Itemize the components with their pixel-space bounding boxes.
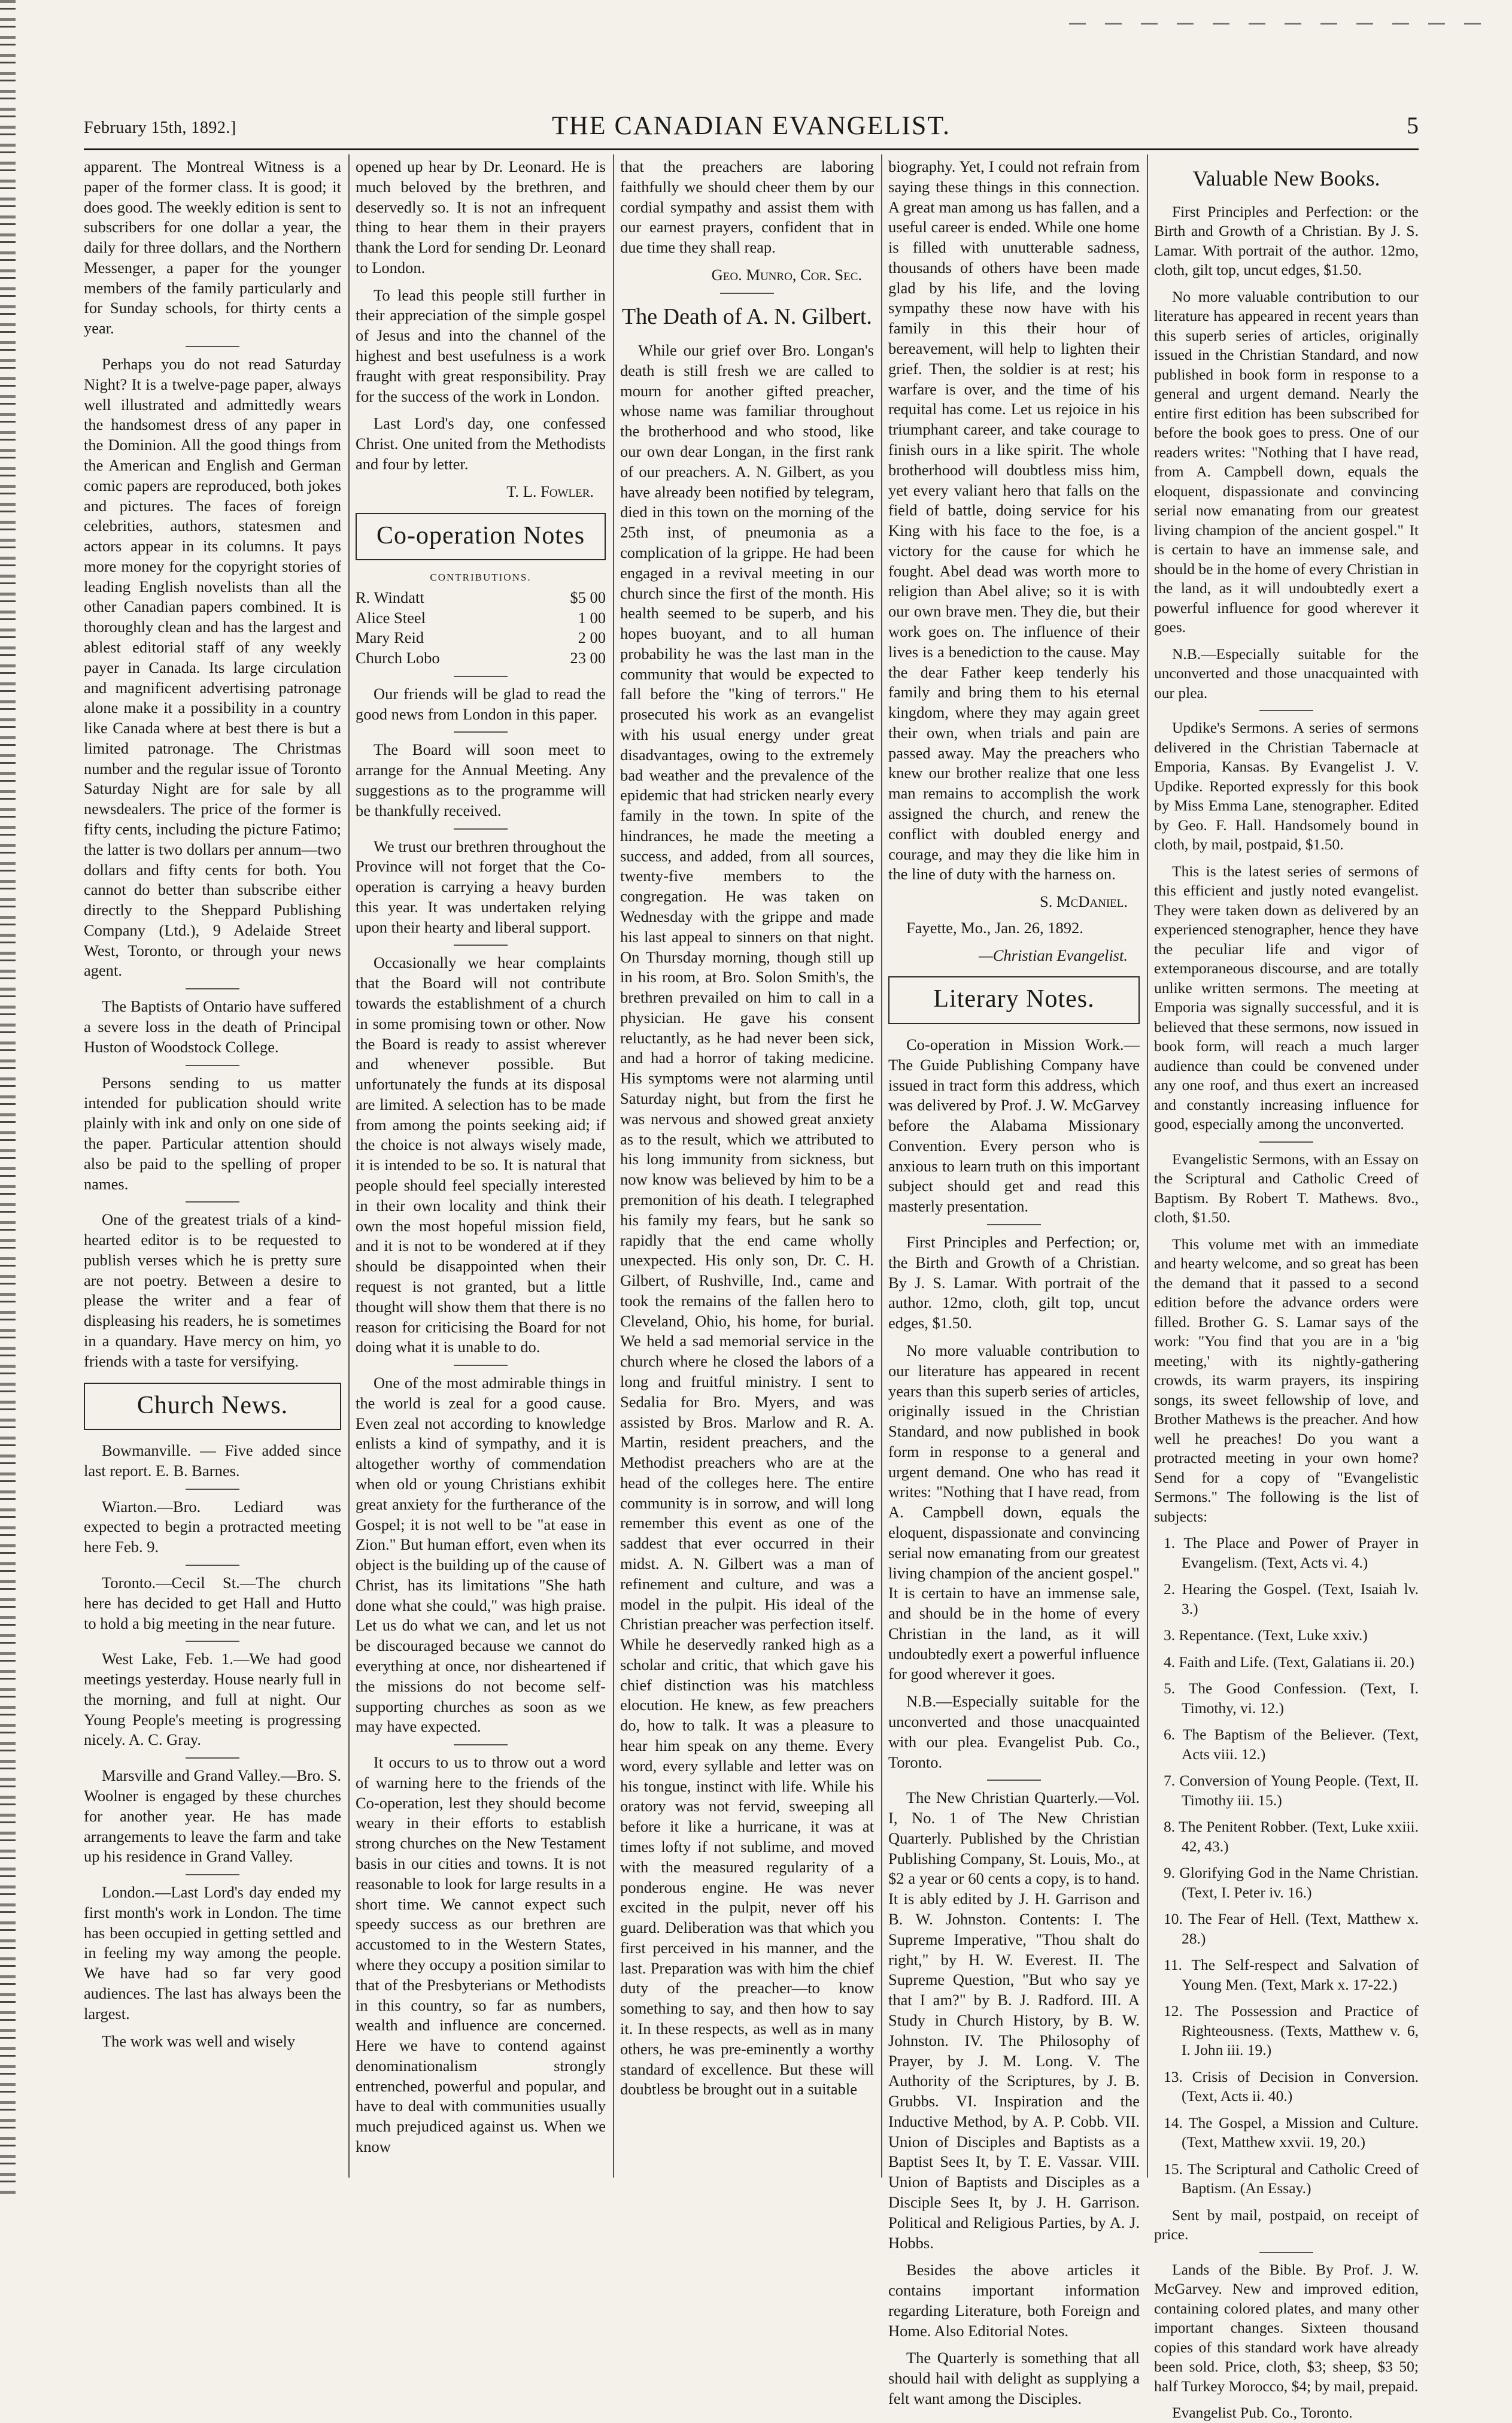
paragraph: that the preachers are laboring faithfully we should cheer them by our cordial sympathy and assist them with our earnest prayers, confident that in due time they shall reap. — [620, 157, 874, 257]
news-item: Wiarton.—Bro. Lediard was expected to begin a protracted meeting here Feb. 9. — [84, 1497, 341, 1556]
divider — [186, 1489, 239, 1490]
paragraph: This volume met with an immediate and hearty welcome, and so great has been the demand that it passed to a second edition before the advance orders were filled. Brother G. S. Lamar says of the work: "You find that you are in a 'big meeting,' with its nightly-gathering crowds, its warm prayers, its inspiring songs, its sweet fellowship of love, and Brother Mathews is the preacher. And how well he preaches! Do you want a protracted meeting in your own home? Send for a copy of "Evangelistic Sermons." The following is the list of subjects: — [1154, 1235, 1419, 1525]
list-item: 11. The Self-respect and Salvation of Young Men. (Text, Mark x. 17-22.) — [1164, 1956, 1419, 1993]
list-item: 7. Conversion of Young People. (Text, II. Timothy iii. 15.) — [1164, 1772, 1419, 1809]
divider — [720, 293, 774, 294]
paragraph: opened up hear by Dr. Leonard. He is much beloved by the brethren, and deservedly so. It is not an infrequent thing to hear them in their prayers thank the Lord for sending Dr. Leonard to London. — [356, 157, 606, 277]
column-divider — [881, 154, 882, 2178]
news-item: Toronto.—Cecil St.—The church here has decided to get Hall and Hutto to hold a big meeting in the near future. — [84, 1573, 341, 1632]
column-4 — [888, 157, 1140, 2408]
paragraph: No more valuable contribution to our literature has appeared in recent years than this superb series of articles, originally issued in the Christian Standard, and now published in book form in response to a general and urgent demand. Nearly the entire first edition has been subscribed for before the book goes to press. One of our readers writes: "Nothing that I have read, from A. Campbell down, equals the eloquent, dispassionate and convincing serial now emanating from our greatest living champion of the ancient gospel." It is certain to have an immense sale, and should be in the home of every Christian in the land, as it will undoubtedly exert a powerful influence for good wherever it goes. — [1154, 287, 1419, 636]
divider — [186, 988, 239, 989]
list-item: 4. Faith and Life. (Text, Galatians ii. 20.) — [1164, 1653, 1414, 1671]
column-2 — [356, 157, 606, 2180]
list-item: 15. The Scriptural and Catholic Creed of Baptism. (An Essay.) — [1164, 2160, 1419, 2197]
divider — [454, 731, 508, 733]
paragraph: The Baptists of Ontario have suffered a severe loss in the death of Principal Huston of Woodstock College. — [84, 997, 341, 1056]
column-divider — [1147, 154, 1148, 2178]
divider — [454, 828, 508, 830]
list-item: 9. Glorifying God in the Name Christian. (Text, I. Peter iv. 16.) — [1164, 1864, 1419, 1901]
contributor-name: Church Lobo — [356, 649, 440, 667]
list-item: 2. Hearing the Gospel. (Text, Isaiah lv. 3.) — [1164, 1580, 1419, 1617]
column-1 — [84, 157, 341, 2180]
page-number: 5 — [1407, 112, 1419, 139]
news-item: Bowmanville. — Five added since last report. E. B. Barnes. — [84, 1441, 341, 1480]
divider — [987, 1780, 1041, 1781]
divider — [1259, 2252, 1313, 2253]
church-news-heading: Church News. — [84, 1383, 341, 1431]
news-item: Marsville and Grand Valley.—Bro. S. Woolner is engaged by these churches for another year. He has made arrangements to leave the farm and take up his residence in Grand Valley. — [84, 1766, 341, 1866]
list-item: 13. Crisis of Decision in Conversion. (Text, Acts ii. 40.) — [1164, 2067, 1419, 2105]
paragraph: Persons sending to us matter intended for publication should write plainly with ink and only on one side of the paper. Particular attention should also be paid to the spelling of proper names. — [84, 1073, 341, 1193]
column-divider — [613, 154, 614, 2178]
paragraph: The Quarterly is something that all should hail with delight as supplying a felt want among the Disciples. — [888, 2349, 1140, 2408]
paragraph: apparent. The Montreal Witness is a paper of the former class. It is good; it does good. The weekly edition is sent to subscribers for one dollar a year, the daily for three dollars, and the Northern Messenger, a paper for the younger members of the family particularly and for Sunday schools, for thirty cents a year. — [84, 157, 341, 338]
divider — [186, 1874, 239, 1875]
divider — [454, 1744, 508, 1745]
contribution-row — [356, 588, 606, 608]
news-item: The work was well and wisely — [102, 2032, 296, 2050]
contributor-name: Mary Reid — [356, 628, 424, 647]
divider — [454, 945, 508, 946]
paragraph: First Principles and Perfection: or the Birth and Growth of a Christian. By J. S. Lamar. With portrait of the author. 12mo, cloth, gilt top, uncut edges, $1.50. — [1154, 202, 1419, 279]
divider — [454, 1365, 508, 1366]
paragraph: One of the most admirable things in the world is zeal for a good cause. Even zeal not according to knowledge enlists a kind of sympathy, and it is altogether worthy of commendation when old or young Christians exhibit great anxiety for the furtherance of the Gospel; it is not well to be "at ease in Zion." But human effort, even when its object is the building up of the cause of Christ, has its limitations "She hath done what she could," was high praise. Let us do what we can, and let us not be discouraged because we cannot do everything at once, nor disheartened if the missions do not become self-supporting churches as soon as we may have expected. — [356, 1374, 606, 1736]
dateline: Fayette, Mo., Jan. 26, 1892. — [906, 918, 1083, 937]
paragraph: First Principles and Perfection; or, the Birth and Growth of a Christian. By J. S. Lamar. With portrait of the author. 12mo, cloth, gilt top, uncut edges, $1.50. — [888, 1233, 1140, 1332]
death-of-gilbert-heading: The Death of A. N. Gilbert. — [622, 303, 872, 329]
divider — [454, 676, 508, 677]
contribution-row — [356, 628, 606, 648]
paragraph: N.B.—Especially suitable for the unconverted and those unacquainted with our plea. — [1154, 645, 1419, 702]
contributor-name: Alice Steel — [356, 608, 426, 627]
list-item: 14. The Gospel, a Mission and Culture. (Text, Matthew xxvii. 19, 20.) — [1164, 2114, 1419, 2151]
divider — [186, 1201, 239, 1203]
paragraph: N.B.—Especially suitable for the unconverted and those unacquainted with our plea. Evangelist Pub. Co., Toronto. — [888, 1692, 1140, 1771]
paragraph: Lands of the Bible. By Prof. J. W. McGarvey. New and improved edition, containing colored plates, and many other important changes. Sixteen thousand copies of this standard work have already been sold. Price, cloth, $3; sheep, $3 50; half Turkey Morocco, $4; by mail, prepaid. — [1154, 2260, 1419, 2395]
paragraph: biography. Yet, I could not refrain from saying these things in this connection. A great man among us has fallen, and a useful career is ended. While one home is filled with unutterable sadness, thousands of others have been made glad by his life, and the loving sympathy these now have with his family in this their hour of bereavement, will help to lighten their grief. Then, the soldier is at rest; his warfare is over, and the time of his requital has come. Let us rejoice in his triumphant career, and take courage to finish ours in a like spirit. The whole brotherhood will doubtless miss him, yet every valiant hero that falls on the field of battle, doing service for his King with his face to the foe, is a victory for the cause for which he fought. Abel dead was worth more to religion than Abel alive; so it is with our own brave men. They die, but their work goes on. The influence of their lives is a benediction to the cause. May the dear Father keep tenderly his family and bring them to his eternal kingdom, where they may again greet their own, when trials and pain are passed away. May the preachers who knew our brother realize that one less man remains to accomplish the work assigned the church, and renew the conflict with doubled energy and courage, and may they die like him in the line of duty with the harness on. — [888, 157, 1140, 883]
paragraph: Occasionally we hear complaints that the Board will not contribute towards the establishment of a church in some promising town or other. Now the Board is ready to assist wherever and whenever possible. But unfortunately the funds at its disposal are limited. A selection has to be made from among the points seeking aid; if the choice is not always wisely made, it is intended to be so. It is natural that people should feel specially interested in their own locality and think their own the most hopeful mission field, and it is not to be wondered at if they should be disappointed when their request is not granted, but a little thought will show them that there is no reason for criticising the Board for not doing what it is unable to do. — [356, 954, 606, 1356]
list-item: 10. The Fear of Hell. (Text, Matthew x. 28.) — [1164, 1910, 1419, 1947]
paragraph: Co-operation in Mission Work.—The Guide Publishing Company have issued in tract form this address, which was delivered by Prof. J. W. McGarvey before the Alabama Missionary Convention. Every person who is anxious to learn truth on this important subject should get and read this masterly presentation. — [888, 1036, 1140, 1216]
contribution-amount: 23 00 — [570, 649, 606, 667]
subjects-list — [1154, 1534, 1419, 2199]
header-rule — [84, 148, 1419, 150]
paragraph: While our grief over Bro. Longan's death is still fresh we are called to mourn for another gifted preacher, whose name was familiar throughout the brotherhood and who stood, like our own dear Longan, in the first rank of our preachers. A. N. Gilbert, as you have already been notified by telegram, died in this town on the morning of the 25th inst, of pneumonia as a complication of la grippe. He had been engaged in a revival meeting in our church since the first of the month. His health seemed to be superb, and his hopes buoyant, and to all human probability he was the last man in the community that would be expected to fall before the "king of terrors." He prosecuted his work as an evangelist with his usual energy under great disadvantages, owing to the extremely bad weather and the prevalence of the epidemic that had stricken nearly every family in the town. In spite of the hindrances, he made the meeting a success, and added, from all sources, twenty-five members to the congregation. He was taken on Wednesday with the grippe and made his last appeal to sinners on that night. On Thursday morning, though still up in his room, at Bro. Solon Smith's, the brethren prevailed on him to call in a physician. He gave his consent reluctantly, as he had never been sick, and had a horror of taking medicine. His symptoms were not alarming until Saturday night, but from the first he was nervous and showed great anxiety as to the result, which we attributed to his long immunity from sickness, but now know was believed by him to be a premonition of his death. I telegraphed his family my fears, but he sank so rapidly that the end came wholly unexpected. His only son, Dr. C. H. Gilbert, of Rushville, Ind., came and took the remains of the fallen hero to Cleveland, Ohio, his home, for burial. We held a sad memorial service in the church where he closed the labors of a long and fruitful ministry. I sent to Sedalia for Bro. Myers, and was assisted by Bros. Marlow and R. A. Martin, resident preachers, and the Methodist preachers who are at the head of the colleges here. The entire community is in sorrow, and will long remember this event as one of the saddest that ever occurred in their midst. A. N. Gilbert was a man of refinement and culture, and was a model in the pulpit. His ideal of the Christian preacher was perfection itself. While he deservedly ranked high as a scholar and critic, that which gave his chief distinction was his matchless elocution. He knew, as few preachers do, how to talk. It was a pleasure to hear him speak on any theme. Every word, every syllable and letter was on his tongue, instinct with life. While his oratory was not fervid, sweeping all before it like a hurricane, it was at times lofty if not sublime, and moved with the measured regularity of a ponderous engine. He was never excited in the pulpit, never off his guard. Deliberation was that which you first perceived in his manner, and the last. Preparation was with him the chief duty of the preacher—to know something to say, and then how to say it. In these respects, as well as in many others, he was pre-eminently a worthy standard of excellence. But these will doubtless be brought out in a suitable — [620, 341, 874, 2099]
divider — [186, 346, 239, 347]
paragraph: One of the greatest trials of a kind-hearted editor is to be requested to publish verses which he is pretty sure are not poetry. Between a desire to please the writer and a fear of displeasing his readers, he is sometimes in a quandary. Have mercy on him, yo friends with a taste for versifying. — [84, 1210, 341, 1370]
top-dashed-rule — [1069, 23, 1488, 25]
paragraph: Our friends will be glad to read the good news from London in this paper. — [356, 684, 606, 723]
paragraph: Perhaps you do not read Saturday Night? It is a twelve-page paper, always well illustrated and admittedly wears the handsomest dress of any paper in the Dominion. All the good things from the American and English and German comic papers are reproduced, both jokes and pictures. The faces of foreign celebrities, authors, statesmen and actors appear in its columns. It pays more money for the copyright stories of leading English novelists than all the other Canadian papers combined. It is thoroughly clean and has the largest and ablest editorial staff of any weekly payer in Canada. Its large circulation and magnificent advertising patronage alone make it a possibility in a country like Canada where at best there is but a limited patronage. The Christmas number and the regular issue of Toronto Saturday Night are for sale by all newsdealers. The price of the former is fifty cents, including the picture Fatimo; the latter is two dollars per annum—two dollars and fifty cents for both. You cannot do better than subscribe either directly to the Sheppard Publishing Company (Ltd.), 9 Adelaide Street West, Toronto, or through your news agent. — [84, 355, 341, 980]
list-item: 6. The Baptism of the Believer. (Text, Acts viii. 12.) — [1164, 1726, 1419, 1763]
column-3 — [620, 157, 874, 2180]
publisher-line: Evangelist Pub. Co., Toronto. — [1172, 2404, 1353, 2422]
divider — [1259, 1141, 1313, 1143]
contribution-amount: $5 00 — [570, 588, 606, 606]
divider — [186, 1757, 239, 1759]
signature: T. L. Fowler. — [506, 482, 594, 500]
contribution-row — [356, 648, 606, 669]
column-5 — [1154, 157, 1419, 2422]
list-item: 3. Repentance. (Text, Luke xxiv.) — [1164, 1626, 1368, 1644]
paragraph: The Board will soon meet to arrange for the Annual Meeting. Any suggestions as to the programme will be thankfully received. — [356, 740, 606, 819]
news-item: West Lake, Feb. 1.—We had good meetings yesterday. House nearly full in the morning, and full at night. Our Young People's meeting is progressing nicely. A. C. Gray. — [84, 1650, 341, 1749]
list-item: 12. The Possession and Practice of Righteousness. (Texts, Matthew v. 6, I. John iii. 19.) — [1164, 2002, 1419, 2059]
paragraph: Last Lord's day, one confessed Christ. One united from the Methodists and four by letter. — [356, 414, 606, 473]
contribution-amount: 1 00 — [578, 608, 606, 627]
divider — [1259, 710, 1313, 711]
issue-date: February 15th, 1892.] — [84, 119, 236, 137]
literary-notes-heading: Literary Notes. — [888, 976, 1140, 1024]
paragraph: To lead this people still further in their appreciation of the simple gospel of Jesus and into the channel of the highest and best usefulness is a work fraught with great responsibility. Pray for the success of the work in London. — [356, 286, 606, 405]
contributions-caption: CONTRIBUTIONS. — [430, 572, 532, 584]
masthead — [84, 107, 1419, 140]
signature: S. McDaniel. — [1040, 892, 1128, 911]
list-item: 8. The Penitent Robber. (Text, Luke xxiii. 42, 43.) — [1164, 1818, 1419, 1855]
divider — [186, 1565, 239, 1566]
contributor-name: R. Windatt — [356, 588, 424, 606]
contribution-row — [356, 608, 606, 628]
contribution-amount: 2 00 — [578, 628, 606, 647]
divider — [186, 1065, 239, 1066]
divider — [987, 1224, 1041, 1225]
cooperation-notes-heading: Co-operation Notes — [356, 513, 606, 561]
contributions-list — [356, 588, 606, 669]
list-item: 5. The Good Confession. (Text, I. Timothy, vi. 12.) — [1164, 1680, 1419, 1717]
news-item: London.—Last Lord's day ended my first month's work in London. The time has been occupied in getting settled and in feeling my way among the people. We have had so far very good audiences. The last has always been the largest. — [84, 1883, 341, 2023]
binding-edge — [0, 0, 16, 2197]
paragraph: The New Christian Quarterly.—Vol. I, No. 1 of The New Christian Quarterly. Published by the Christian Publishing Company, St. Louis, Mo., at $2 a year or 60 cents a copy, is to hand. It is ably edited by J. H. Garrison and B. W. Johnston. Contents: I. The Supreme Imperative, "Thou shalt do right," by H. W. Everest. II. The Supreme Question, "But who say ye that I am?" by B. J. Radford. III. A Study in Church History, by B. W. Johnston. IV. The Philosophy of Prayer, by J. M. Long. V. The Authority of the Scriptures, by J. B. Grubbs. VI. Inspiration and the Inductive Method, by A. P. Cobb. VII. Union of Disciples and Baptists as a Baptist Sees It, by T. E. Vassar. VIII. Union of Baptists and Disciples as a Disciple Sees It, by J. H. Garrison. Political and Religious Parties, by A. J. Hobbs. — [888, 1789, 1140, 2252]
paragraph: We trust our brethren throughout the Province will not forget that the Co-operation is carrying a heavy burden this year. It was undertaken relying upon their hearty and liberal support. — [356, 837, 606, 936]
paragraph: No more valuable contribution to our literature has appeared in recent years than this superb series of articles, originally issued in the Christian Standard, and now published in book form in response to a general and urgent demand. One who has read it writes: "Nothing that I have read, from A. Campbell down, equals the eloquent, dispassionate and convincing serial now emanating from our greatest living champion of the ancient gospel." It is certain to have an immense sale, and should be in the home of every Christian in the land, as it will undoubtedly exert a powerful influence for good wherever it goes. — [888, 1341, 1140, 1683]
paragraph: Sent by mail, postpaid, on receipt of price. — [1154, 2206, 1419, 2243]
paragraph: This is the latest series of sermons of this efficient and justly noted evangelist. They were taken down as delivered by an experienced stenographer, hence they have the peculiar life and vigor of extemporaneous discourse, and are totally unlike written sermons. The meeting at Emporia was signally successful, and it is believed that these sermons, now issued in book form, will reach a much larger audience than could be convened under any one roof, and thus exert an increased and constantly increasing influence for good, especially among the unconverted. — [1154, 862, 1419, 1133]
paragraph: It occurs to us to throw out a word of warning here to the friends of the Co-operation, lest they should become weary in their efforts to establish strong churches on the New Testament basis in our cities and towns. It is not reasonable to look for large results in a short time. We cannot expect such speedy success as our brethren are accustomed to in the Western States, where they occupy a position similar to that of the Presbyterians or Methodists in this country, so far as numbers, wealth and influence are concerned. Here we have to contend against denominationalism strongly entrenched, powerful and popular, and have to deal with communities usually much prejudiced against us. When we know — [356, 1753, 606, 2155]
paragraph: Updike's Sermons. A series of sermons delivered in the Christian Tabernacle at Emporia, Kansas. By Evangelist J. V. Updike. Reported expressly for this book by Miss Emma Lane, stenographer. Edited by Geo. F. Hall. Handsomely bound in cloth, by mail, postpaid, $1.50. — [1154, 719, 1419, 854]
list-item: 1. The Place and Power of Prayer in Evangelism. (Text, Acts vi. 4.) — [1164, 1534, 1419, 1571]
paragraph: Evangelistic Sermons, with an Essay on the Scriptural and Catholic Creed of Baptism. By Robert T. Mathews. 8vo., cloth, $1.50. — [1154, 1150, 1419, 1226]
divider — [186, 1641, 239, 1642]
paper-title: THE CANADIAN EVANGELIST. — [552, 111, 951, 140]
signature: Geo. Munro, Cor. Sec. — [711, 265, 862, 284]
paragraph: Besides the above articles it contains important information regarding Literature, both Foreign and Home. Also Editorial Notes. — [888, 2261, 1140, 2340]
source-credit: —Christian Evangelist. — [979, 946, 1128, 964]
valuable-books-heading: Valuable New Books. — [1192, 166, 1380, 190]
column-divider — [348, 154, 350, 2178]
